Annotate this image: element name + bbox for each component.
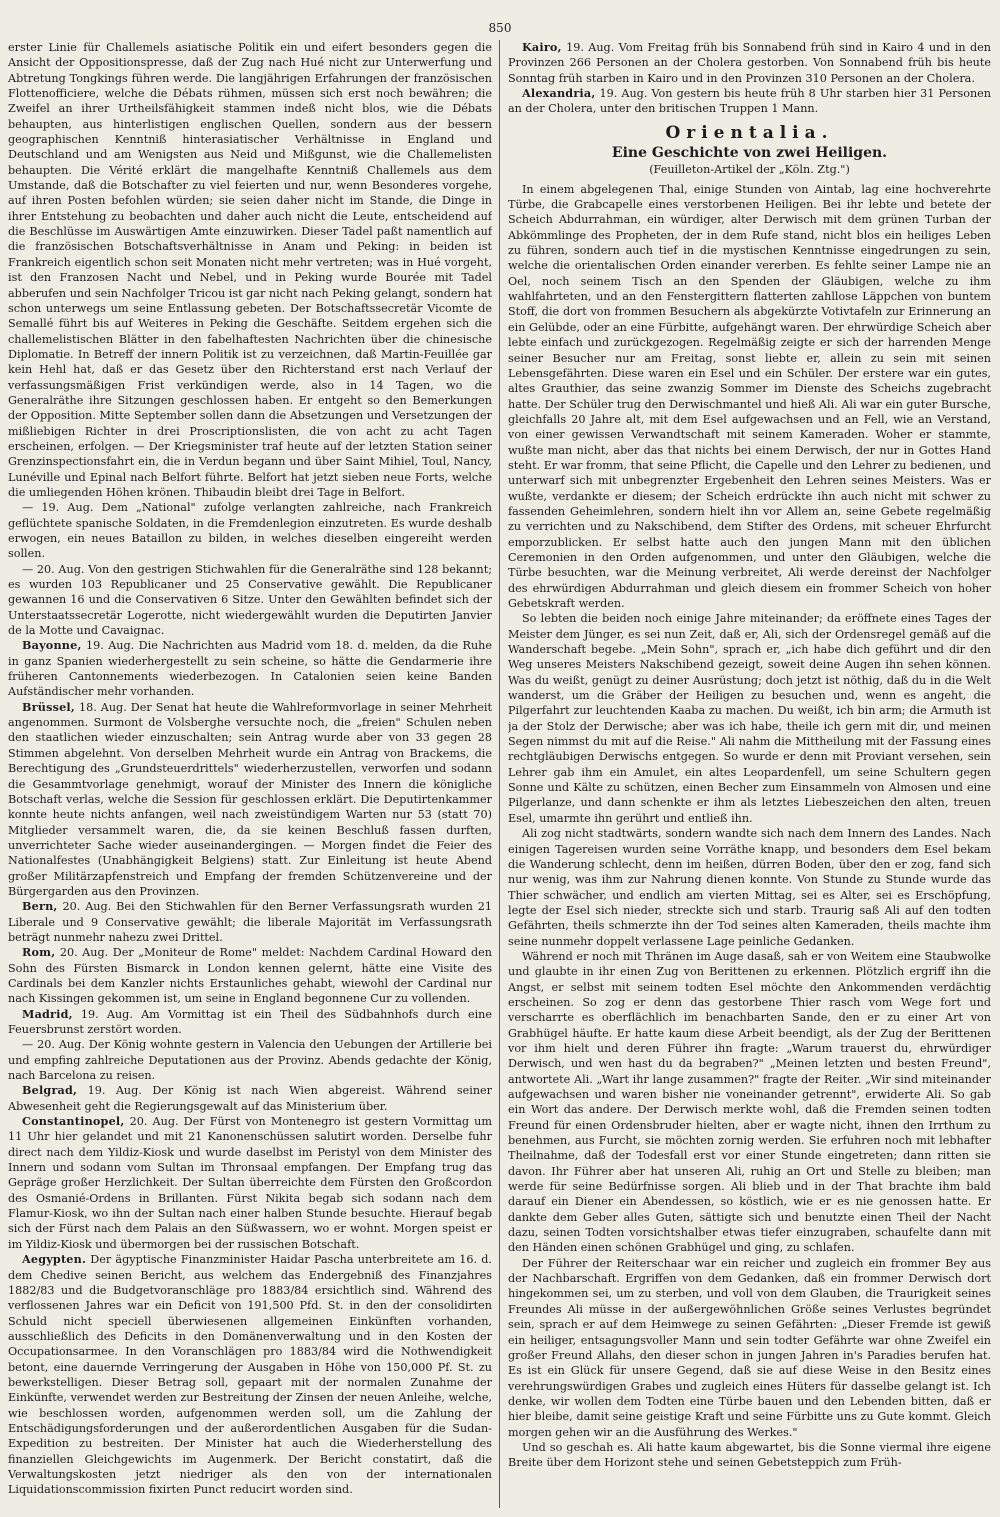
news-item-kairo xyxy=(508,40,991,86)
news-item-aegypten xyxy=(8,1252,492,1498)
news-body: 19. Aug. Die Nachrichten aus Madrid vom 18. d. melden, da die Ruhe in ganz Spanien wiederhergestellt zu sein scheine, so hätte die Gendarmerie ihre früheren Cantonnements wiederbezogen. In Catalonien seien keine Banden Aufständischer mehr vorhanden. xyxy=(8,639,492,699)
article-paragraph: In einem abgelegenen Thal, einige Stunden von Aintab, lag eine hochverehrte Türbe, die Grabcapelle eines verstorbenen Heiligen. Bei ihr lebte und betete der Scheich Abdurrahman, ein würdiger, alter Derwisch mit dem grünen Turban der Abkömmlinge des Propheten, der in dem Rufe stand, nicht blos ein heiliges Leben zu führen, sondern auch tief in die mystischen Kenntnisse eingedrungen zu sein, welche die orientalischen Orden einander vererben. Es fehlte seiner Lampe nie an Oel, noch seinem Tisch an den Spenden der Gläubigen, welche zu ihm wahlfahrteten, und an den Fenstergittern flatterten zahllose Läppchen von buntem Stoff, die dort von frommen Besuchern als abgekürzte Votivtafeln zur Erinnerung an ein Gelübde, oder an eine Fürbitte, aufgehängt waren. Der ehrwürdige Scheich aber lebte einfach und zurückgezogen. Regelmäßig zeigte er sich der harrenden Menge seiner Besucher nur am Freitag, sonst liebte er, allein zu sein mit seinen Lebensgefährten. Diese waren ein Esel und ein Schüler. Der erstere war ein gutes, altes Grauthier, das seine zwanzig Sommer im Dienste des Scheichs zugebracht hatte. Der Schüler trug den Derwischmantel und hieß Ali. Ali war ein guter Bursche, gleichfalls 20 Jahre alt, mit dem Esel aufgewachsen und an Fell, wie an Verstand, von einer gewissen Verwandtschaft mit seinem Kameraden. Woher er stammte, wußte man nicht, aber das that nichts bei einem Derwisch, der nur in Gottes Hand steht. Er war fromm, that seine Pflicht, die Capelle und den Lehrer zu bedienen, und unterwarf sich mit unbegrenzter Ergebenheit den Lehren seines Meisters. Was er wußte, verdankte er diesem; der Scheich erdrückte ihn auch nicht mit schwer zu fassenden Geheimlehren, sondern hielt ihn vor Allem an, seine Gebete regelmäßig zu verrichten und zu Nakschibend, dem Stifter des Ordens, mit scheuer Ehrfurcht emporzublicken. Er selbst hatte auch den jungen Mann mit den üblichen Ceremonien in den Orden aufgenommen, und unter den Gläubigen, welche die Türbe besuchten, war die Meinung verbreitet, Ali werde dereinst der Nachfolger des ehrwürdigen Abdurrahman und gleich diesem ein frommer Scheich von hoher Gebetskraft werden. xyxy=(508,182,991,610)
news-item-bayonne xyxy=(8,638,492,699)
news-item-bruessel xyxy=(8,700,492,899)
news-item-rom xyxy=(8,945,492,1006)
article-paragraph: Der Führer der Reiterschaar war ein reicher und zugleich ein frommer Bey aus der Nachbarschaft. Ergriffen von dem Gedanken, daß ein frommer Derwisch dort hingekommen sei, um zu sterben, und voll von dem Glauben, die Traurigkeit seines Freundes Ali müsse in der außergewöhnlichen Größe seines Verlustes begründet sein, sprach er auf dem Heimwege zu seinen Gefährten: „Dieser Fremde ist gewiß ein heiliger, entsagungsvoller Mann und sein todter Gefährte war ohne Zweifel ein großer Freund Allahs, den dieser schon in jungen Jahren in's Paradies berufen hat. Es ist ein Glück für unsere Gegend, daß sie auf diese Weise in den Besitz eines verehrungswürdigen Grabes und zugleich eines Hüters für dasselbe gelangt ist. Ich denke, wir wollen dem Todten eine Türbe bauen und den Lebenden bitten, daß er hier bleibe, damit seine geistige Kraft und seine Fürbitte uns zu Gute kommt. Gleich morgen gehen wir an die Ausführung des Werkes." xyxy=(508,1256,991,1439)
news-body: 19. Aug. Am Vormittag ist ein Theil des Südbahnhofs durch eine Feuersbrunst zerstört worden. xyxy=(8,1007,492,1036)
dateline-kairo: Kairo, xyxy=(522,40,562,54)
news-body: 19. Aug. Vom Freitag früh bis Sonnabend früh sind in Kairo 4 und in den Provinzen 266 Personen an der Cholera gestorben. Von Sonnabend früh bis heute Sonntag früh starben in Kairo und in den Provinzen 310 Personen an der Cholera. xyxy=(508,41,991,85)
right-column xyxy=(508,40,991,1508)
article-paragraph: Während er noch mit Thränen im Auge dasaß, sah er von Weitem eine Staubwolke und glaubte in ihr einen Zug von Berittenen zu erkennen. Plötzlich ergriff ihn die Angst, er selbst mit seinem todten Esel möchte den Ankommenden verdächtig erscheinen. So zog er denn das gestorbene Thier rasch vom Wege fort und verscharrte es oberflächlich im benachbarten Sande, den er zu einer Art von Grabhügel häufte. Er hatte kaum diese Arbeit beendigt, als der Zug der Berittenen vor ihm hielt und deren Führer ihn fragte: „Warum trauerst du, ehrwürdiger Derwisch, und wen hast du da begraben?" „Meinen letzten und besten Freund", antwortete Ali. „Wart ihr lange zusammen?" fragte der Reiter. „Wir sind miteinander aufgewachsen und waren bisher nie voneinander getrennt", erwiderte Ali. So gab ein Wort das andere. Der Derwisch merkte wohl, daß die Fremden seinen todten Freund für einen Ordensbruder hielten, aber er wagte nicht, ihnen den Irrthum zu benehmen, aus Furcht, sie möchten zornig werden. Sie erfuhren noch mit lebhafter Theilnahme, daß der Todesfall erst vor einer Stunde eingetreten; dann ritten sie davon. Ihr Führer aber hat unseren Ali, ruhig an Ort und Stelle zu bleiben; man werde für seine Bedürfnisse sorgen. Ali blieb und in der That brachte ihm bald darauf ein Diener ein Abendessen, so köstlich, wie er es nie genossen hatte. Er dankte dem Geber alles Guten, sättigte sich und benutzte einen Theil der Nacht dazu, seinen Todten vorsichtshalber etwas tiefer einzugraben, schaufelte dann mit den Händen einen schönen Grabhügel und ging, zu schlafen. xyxy=(508,949,991,1255)
news-item-paris-20: — 20. Aug. Von den gestrigen Stichwahlen für die Generalräthe sind 128 bekannt; es wurden 103 Republicaner und 25 Conservative gewählt. Die Republicaner gewannen 16 und die Conservativen 6 Sitze. Unter den Gewählten befindet sich der Unterstaatssecretär Logerotte, nicht wiedergewählt wurden die Deputirten Janvier de la Motte und Cavaignac. xyxy=(8,562,492,638)
news-body: Der ägyptische Finanzminister Haidar Pascha unterbreitete am 16. d. dem Chedive seinen Bericht, aus welchem das Endergebniß des Finanzjahres 1882/83 und die Budgetvoranschläge pro 1883/84 ersichtlich sind. Während des verflossenen Jahres war ein Deficit von 191,500 Pfd. St. in den der consolidirten Schuld nicht speciell überwiesenen allgemeinen Einkünften vorhanden, ausschließlich des Deficits in den Domänenverwaltung und in den Kosten der Occupationsarmee. In den Voranschlägen pro 1883/84 wird die Nothwendigkeit betont, eine dauernde Verringerung der Ausgaben in Höhe von 150,000 Pf. St. zu bewerkstelligen. Dieser Betrag soll, gepaart mit der normalen Zunahme der Einkünfte, verwendet werden zur Bestreitung der Zinsen der neuen Anleihe, welche, wie beschlossen worden, aufgenommen werden soll, um die Zahlung der Entschädigungsforderungen und der außerordentlichen Ausgaben für die Sudan-Expedition zu bestreiten. Der Minister hat auch die Wiederherstellung des finanziellen Gleichgewichts im Augenmerk. Der Bericht constatirt, daß die Verwaltungskosten jetzt niedriger als den von der internationalen Liquidationscommission fixirten Punct reducirt worden sind. xyxy=(8,1253,492,1497)
dateline-alexandria: Alexandria, xyxy=(522,86,596,101)
news-item-alexandria xyxy=(508,86,991,117)
news-item-belgrad xyxy=(8,1083,492,1114)
page-number: 850 xyxy=(488,21,512,35)
news-item-madrid-20: — 20. Aug. Der König wohnte gestern in Valencia den Uebungen der Artillerie bei und empfing zahlreiche Deputationen aus der Provinz. Abends gedachte der König, nach Barcelona zu reisen. xyxy=(8,1038,492,1083)
dateline-constantinopel: Constantinopel, xyxy=(22,1114,125,1129)
news-item-madrid xyxy=(8,1007,492,1038)
article-title: Eine Geschichte von zwei Heiligen. xyxy=(611,144,888,161)
news-body: 20. Aug. Der Fürst von Montenegro ist gestern Vormittag um 11 Uhr hier gelandet und mit 21 Kanonenschüssen salutirt worden. Derselbe fuhr direct nach dem Yildiz-Kiosk und wurde daselbst im Peristyl von dem Minister des Innern und sodann vom Sultan im Thronsaal empfangen. Der Empfang trug das Gepräge großer Herzlichkeit. Der Sultan überreichte dem Fürsten den Großcordon des Osmanié-Ordens in Brillanten. Fürst Nikita begab sich sodann nach dem Flamur-Kiosk, wo ihn der Sultan nach einer halben Stunde besuchte. Hierauf begab sich der Fürst nach dem Palais an den Süßwassern, wo er wohnt. Morgen speist er im Yildiz-Kiosk und übermorgen bei der russischen Botschaft. xyxy=(8,1115,492,1251)
left-column xyxy=(8,40,492,1508)
dateline-belgrad: Belgrad, xyxy=(22,1083,78,1098)
dateline-bayonne: Bayonne, xyxy=(22,638,82,653)
news-body: 18. Aug. Der Senat hat heute die Wahlreformvorlage in seiner Mehrheit angenommen. Surmont de Volsberghe versuchte noch, die „freien" Schulen neben den staatlichen wieder einzuschalten; sein Antrag wurde aber von 33 gegen 28 Stimmen abgelehnt. Von derselben Mehrheit wurde ein Antrag von Brackems, die Berechtigung des „Grundsteuerdrittels" wiederherzustellen, verworfen und sodann die Gesammtvorlage genehmigt, worauf der Minister des Innern die königliche Botschaft verlas, welche die Session für geschlossen erklärt. Die Deputirtenkammer konnte heute nichts anfangen, weil nach zweistündigem Warten nur 53 (statt 70) Mitglieder versammelt waren, die, da sie keinen Beschluß fassen durften, unverrichteter Sache wieder auseinandergingen. — Morgen findet die Feier des Nationalfestes (Unabhängigkeit Belgiens) statt. Zur Einleitung ist heute Abend großer Militärzapfenstreich und Empfang der fremden Schützenvereine und der Bürgergarden aus den Provinzen. xyxy=(8,700,492,898)
column-divider xyxy=(499,40,500,1508)
dateline-rom: Rom, xyxy=(22,945,56,960)
news-body: 20. Aug. Der „Moniteur de Rome" meldet: Nachdem Cardinal Howard den Sohn des Fürsten Bismarck in London kennen gelernt, hätte eine Visite des Cardinals bei dem Kanzler nichts Erstaunliches gehabt, wiewohl der Cardinal nur nach Kissingen gekommen ist, um seine in England begonnene Cur zu vollenden. xyxy=(8,946,492,1006)
article-continuation: erster Linie für Challemels asiatische Politik ein und eifert besonders gegen die Ansicht der Oppositionspresse, daß der Zug nach Hué nicht zur Unterwerfung und Abtretung Tongkings führen werde. Die langjährigen Erfahrungen der französischen Flottenofficiere, welche die Débats rühmen, müssen sich erst noch bewähren; die Zweifel an ihrer Urtheilsfähigkeit stammen indeß nicht blos, wie die Débats behaupten, aus hinterlistigen englischen Quellen, sondern aus der bessern geographischen Kenntniß hinterasiatischer Verhältnisse in England und Deutschland und am Wenigsten aus Neid und Mißgunst, wie die Challemelisten behaupten. Die Vérité erklärt die mangelhafte Kenntniß Challemels aus dem Umstande, daß die Botschafter zu viel feierten und nur, wenn Besonderes vorgehe, auf ihren Posten befohlen würden; sie seien daher nicht im Stande, die Dinge in ihrer Entstehung zu beobachten und daher auch nicht die Leute, entscheidend auf die Beschlüsse im Auswärtigen Amte einzuwirken. Dieser Tadel paßt namentlich auf die französischen Botschaftsverhältnisse in Anam und Peking: in beiden ist Frankreich eigentlich schon seit Monaten nicht mehr vertreten; was in Hué vorgeht, ist den Franzosen Nacht und Nebel, und in Peking wurde Bourée mit Tadel abberufen und sein Nachfolger Tricou ist gar nicht nach Peking gelangt, sondern hat schon unterwegs um seine Entlassung gebeten. Der Botschaftssecretär Vicomte de Semallé führt bis auf Weiteres in Peking die Geschäfte. Seitdem ergehen sich die challemelistischen Blätter in den fabelhaftesten Nachrichten über die chinesische Diplomatie. In Betreff der innern Politik ist zu verzeichnen, daß Martin-Feuillée gar kein Hehl hat, daß er das Gesetz über den Richterstand erst nach Verlauf der verfassungsmäßigen Frist verkündigen werde, also in 14 Tagen, wo die Generalräthe ihre Sitzungen geschlossen haben. Er entgeht so den Bemerkungen der Opposition. Mitte September sollen dann die Absetzungen und Versetzungen der mißliebigen Richter in drei Proscriptionslisten, die von acht zu acht Tagen erscheinen, erfolgen. — Der Kriegsminister traf heute auf der letzten Station seiner Grenzinspectionsfahrt ein, die in Verdun begann und über Saint Mihiel, Toul, Nancy, Lunéville und Epinal nach Belfort führte. Belfort hat jetzt sieben neue Forts, welche die umliegenden Höhen krönen. Thibaudin bleibt drei Tage in Belfort. xyxy=(8,41,492,499)
news-body: 20. Aug. Bei den Stichwahlen für den Berner Verfassungsrath wurden 21 Liberale und 9 Conservative gewählt; die liberale Majorität im Verfassungsrath beträgt nunmehr nahezu zwei Drittel. xyxy=(8,900,492,944)
news-item-paris-19: — 19. Aug. Dem „National" zufolge verlangten zahlreiche, nach Frankreich geflüchtete spanische Soldaten, in die Fremdenlegion einzutreten. Es wurde deshalb erwogen, ein neues Bataillon zu bilden, in welches dieselben eingereiht werden sollen. xyxy=(8,501,492,561)
article-paragraph: So lebten die beiden noch einige Jahre miteinander; da eröffnete eines Tages der Meister dem Jünger, es sei nun Zeit, daß er, Ali, sich der Ordensregel gemäß auf die Wanderschaft begebe. „Mein Sohn", sprach er, „ich habe dich geführt und dir den Weg unseres Meisters Nakschibend gezeigt, soweit deine Augen ihn sehen können. Was du weißt, genügt zu deiner Ausrüstung; doch jetzt ist nöthig, daß du in die Welt wanderst, um die Gräber der Heiligen zu besuchen und, wenn es angeht, die Pilgerfahrt zur leuchtenden Kaaba zu machen. Du weißt, ich bin arm; die Armuth ist ja der Stolz der Derwische; aber was ich habe, theile ich gern mit dir, und meinen Segen nimmst du mit auf die Reise." Ali nahm die Mittheilung mit der Fassung eines rechtgläubigen Derwischs entgegen. So wurde er denn mit Proviant versehen, sein Lehrer gab ihm ein Amulet, ein altes Leopardenfell, um seine Schultern gegen Sonne und Kälte zu schützen, einen Becher zum Einsammeln von Almosen und eine Pilgerlanze, und dann schenkte er ihm als letztes Liebeszeichen den alten, treuen Esel, umarmte ihn gerührt und entließ ihn. xyxy=(508,612,991,825)
section-title: Orientalia. xyxy=(665,122,834,143)
news-body: 19. Aug. Von gestern bis heute früh 8 Uhr starben hier 31 Personen an der Cholera, unter den britischen Truppen 1 Mann. xyxy=(508,87,991,116)
article-paragraph: Und so geschah es. Ali hatte kaum abgewartet, bis die Sonne viermal ihre eigene Breite über dem Horizont stehe und seinen Gebetsteppich zum Früh- xyxy=(508,1440,991,1470)
news-item-constantinopel xyxy=(8,1114,492,1252)
dateline-aegypten: Aegypten. xyxy=(22,1252,87,1267)
article-paragraph: Ali zog nicht stadtwärts, sondern wandte sich nach dem Innern des Landes. Nach einigen Tagereisen wurden seine Vorräthe knapp, und besonders dem Esel bekam die Wanderung schlecht, denn im heißen, dürren Boden, über den er zog, fand sich nur wenig, was ihm zur Nahrung dienen konnte. Von Stunde zu Stunde wurde das Thier schwächer, und endlich am vierten Mittag, sei es Alter, sei es Erschöpfung, legte der Esel sich nieder, streckte sich und starb. Traurig saß Ali auf den todten Gefährten, theils schmerzte ihn der Tod seines alten Kameraden, theils machte ihm seine nunmehr doppelt verlassene Lage peinliche Gedanken. xyxy=(508,827,991,948)
dateline-madrid: Madrid, xyxy=(22,1006,73,1021)
dateline-bruessel: Brüssel, xyxy=(22,699,75,714)
news-body: 19. Aug. Der König ist nach Wien abgereist. Während seiner Abwesenheit geht die Regierungsgewalt auf das Ministerium über. xyxy=(8,1084,492,1113)
article-subtitle: (Feuilleton-Artikel der „Köln. Ztg.") xyxy=(649,162,850,176)
news-item-bern xyxy=(8,899,492,945)
dateline-bern: Bern, xyxy=(22,899,58,914)
